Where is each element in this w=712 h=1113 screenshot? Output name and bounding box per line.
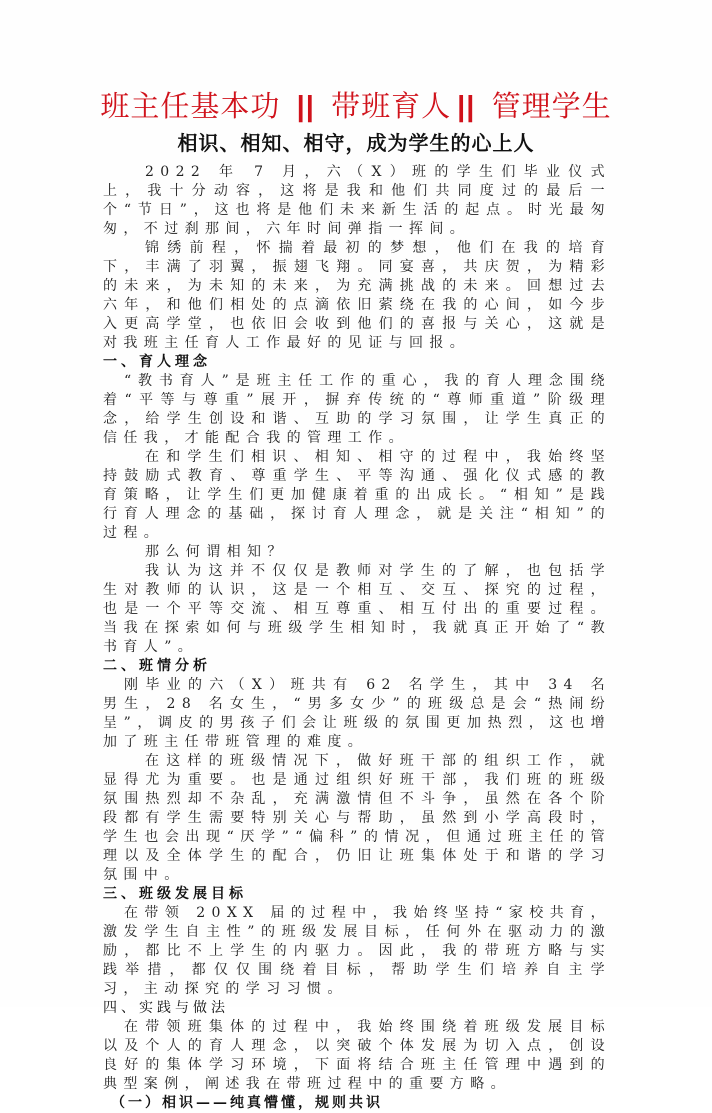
section-1-paragraph-2: 在和学生们相识、相知、相守的过程中，我始终坚持鼓励式教育、尊重学生、平等沟通、强化仪式感的教育策略，让学生们更加健康着重的出成长。“相知”是践行育人理念的基础，探讨育人理念，就是关注“相知”的过程。: [103, 449, 611, 541]
section-4-paragraph-1: 在带领班集体的过程中，我始终围绕着班级发展目标以及个人的育人理念，以突破个体发展为切入点，创设良好的集体学习环境，下面将结合班主任管理中遇到的典型案例，阐述我在带班过程中的重要方略。: [103, 1019, 611, 1092]
title-separator-2: ||: [457, 91, 476, 123]
document-body: [103, 163, 611, 1113]
document-title: [0, 88, 712, 125]
title-part-2: 带班育人: [331, 89, 452, 123]
section-heading-2: 二、班情分析: [103, 658, 211, 674]
section-1-paragraph-3: 那么何谓相知？: [145, 544, 288, 560]
intro-paragraph-2: 锦绣前程，怀揣着最初的梦想，他们在我的培育下，丰满了羽翼，振翅飞翔。同宴喜，共庆贺，为精彩的未来，为未知的未来，为充满挑战的未来。回想过去六年，和他们相处的点滴依旧萦绕在我的心间，如今步入更高学堂，也依旧会收到他们的喜报与关心，这就是对我班主任育人工作最好的见证与回报。: [103, 240, 611, 351]
section-1-paragraph-1: “教书育人”是班主任工作的重心，我的育人理念围绕着“平等与尊重”展开，摒弃传统的“尊师重道”阶级理念，给学生创设和谐、互助的学习氛围，让学生真正的信任我，才能配合我的管理工作。: [103, 373, 611, 446]
section-heading-1: 一、育人理念: [103, 354, 211, 370]
section-2-paragraph-1: 刚毕业的六（X）班共有 62 名学生，其中 34 名男生，28 名女生，“男多女少”的班级总是会“热闹纷呈”，调皮的男孩子们会让班级的氛围更加热烈，这也增加了班主任带班管理的难度。: [103, 677, 611, 750]
section-3-paragraph-1: 在带领 20XX 届的过程中，我始终坚持“家校共育，激发学生自主性”的班级发展目标，任何外在驱动力的激励，都比不上学生的内驱力。因此，我的带班方略与实践举措，都仅仅围绕着目标，帮助学生们培养自主学习，主动探究的学习习惯。: [103, 905, 611, 997]
title-part-3: 管理学生: [491, 89, 612, 123]
section-heading-3: 三、班级发展目标: [103, 886, 247, 902]
document-subtitle: 相识、相知、相守，成为学生的心上人: [177, 131, 535, 155]
section-heading-4: 四、实践与做法: [103, 1000, 229, 1016]
subsection-heading-1: （一）相识——纯真懵懂，规则共识: [111, 1095, 383, 1111]
section-1-paragraph-4: 我认为这并不仅仅是教师对学生的了解，也包括学生对教师的认识，这是一个相互、交互、探究的过程，也是一个平等交流、相互尊重、相互付出的重要过程。当我在探索如何与班级学生相知时，我就真正开始了“教书育人”。: [103, 563, 611, 655]
section-2-paragraph-2: 在这样的班级情况下，做好班干部的组织工作，就显得尤为重要。也是通过组织好班干部，我们班的班级氛围热烈却不杂乱，充满激情但不斗争，虽然在各个阶段都有学生需要特别关心与帮助，虽然到小学高段时，学生也会出现“厌学”“偏科”的情况，但通过班主任的管理以及全体学生的配合，仍旧让班集体处于和谐的学习氛围中。: [103, 753, 611, 883]
title-separator-1: ||: [296, 91, 315, 123]
intro-paragraph-1: 2022 年 7 月，六（X）班的学生们毕业仪式上，我十分动容，这将是我和他们共同度过的最后一个“节日”，这也将是他们未来新生活的起点。时光最匆匆，不过刹那间，六年时间弹指一挥间。: [103, 164, 611, 237]
title-part-1: 班主任基本功: [100, 89, 281, 123]
